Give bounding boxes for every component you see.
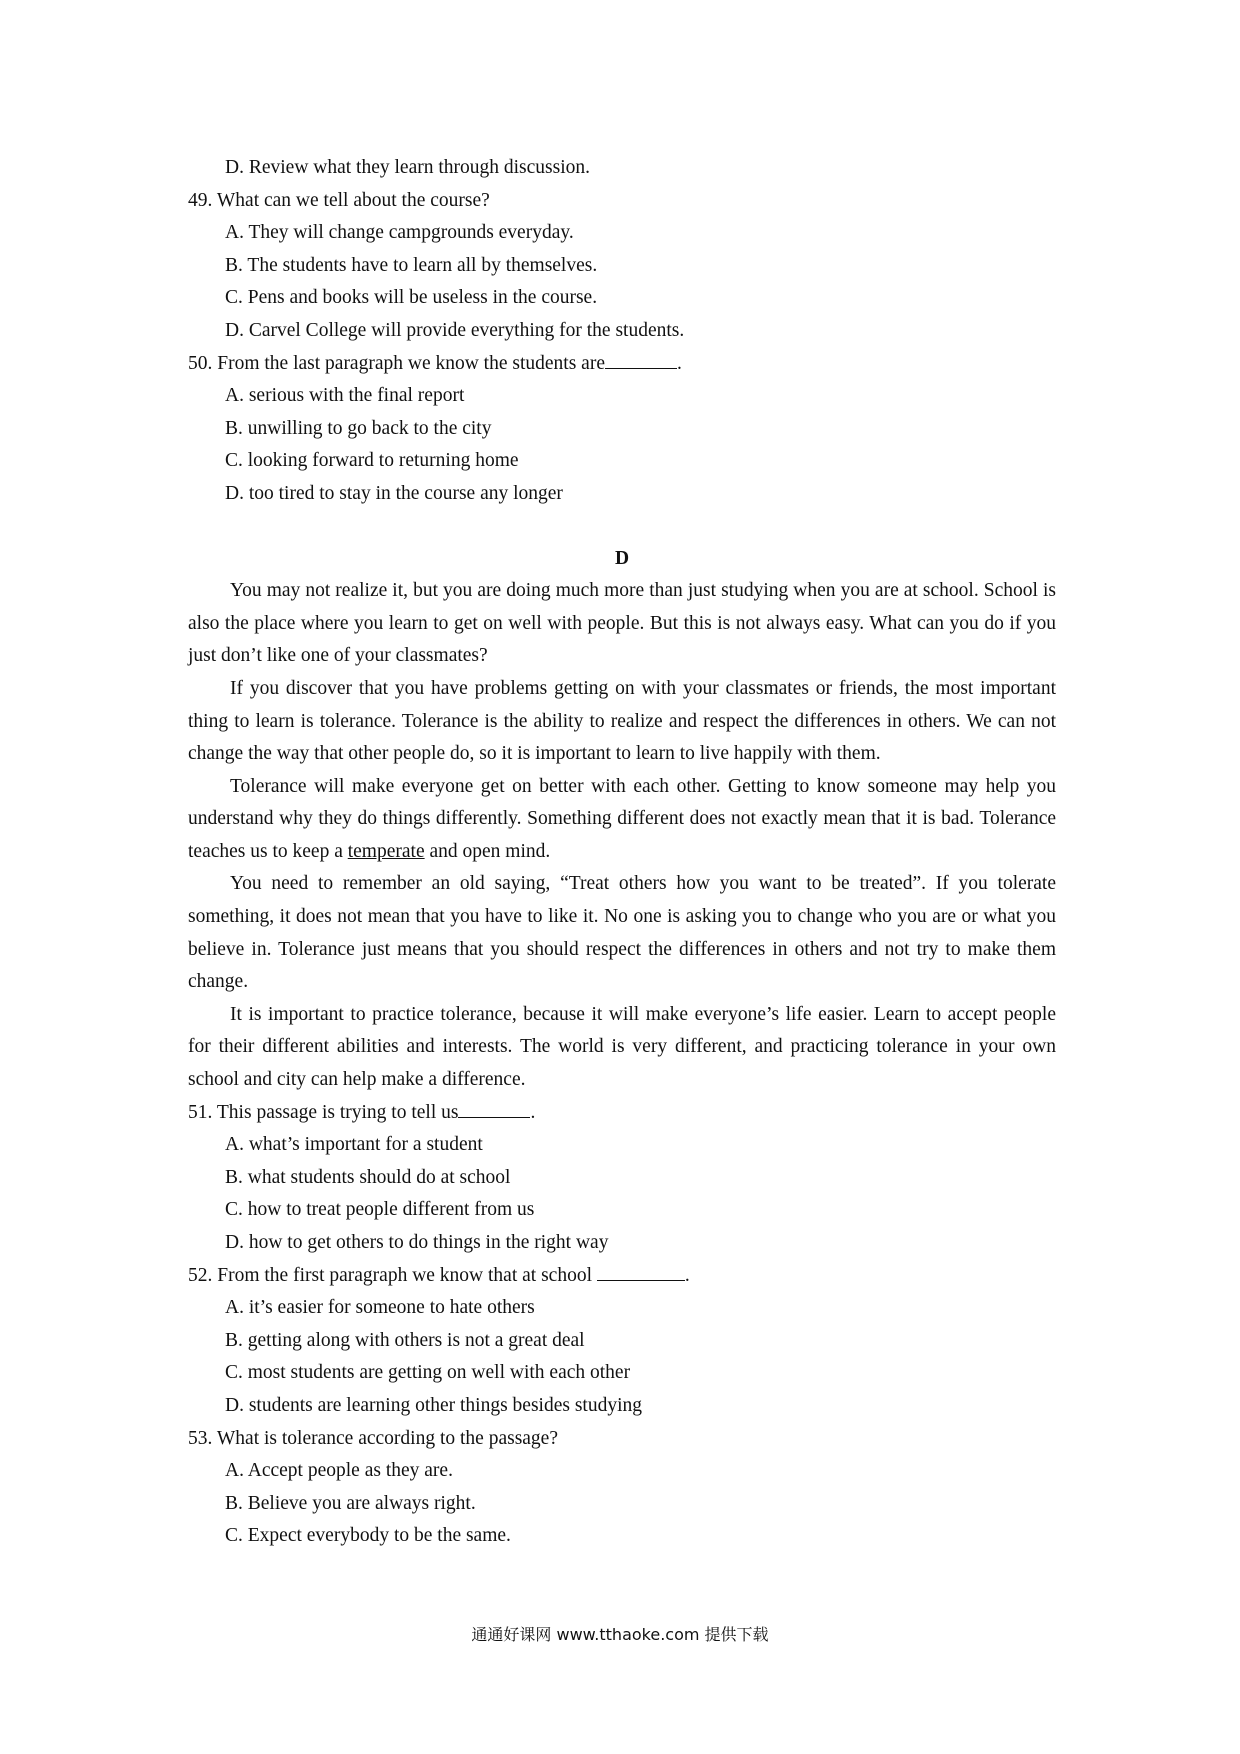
q51-option-d: D. how to get others to do things in the right way (225, 1232, 609, 1253)
q53-stem: 53. What is tolerance according to the passage? (188, 1427, 558, 1449)
passage-paragraph-3-end: and open mind. (424, 840, 551, 862)
q52-option-b: B. getting along with others is not a great deal (225, 1329, 585, 1351)
q52-stem: 52. From the first paragraph we know that at school (188, 1264, 597, 1286)
passage-paragraph-1: You may not realize it, but you are doing much more than just studying when you are at school. School is also the place where you learn to get on well with people. But this is not always easy. What can you do if you just don’t like one of your classmates? (188, 580, 1056, 667)
underlined-word: temperate (347, 840, 425, 862)
q51-stem: 51. This passage is trying to tell us (188, 1101, 459, 1123)
q53-option-b: B. Believe you are always right. (225, 1492, 476, 1514)
q50-stem-line (188, 348, 1056, 381)
q50-option-a: A. serious with the final report (225, 385, 465, 407)
section-title: D (614, 547, 630, 569)
passage-paragraph-3-start: Tolerance will make everyone get on better with each other. Getting to know someone may help you understand why they do things differently. Something different does not exactly mean that it is bad. Tolerance teaches us to keep a (188, 775, 1056, 862)
q51-option-b: B. what students should do at school (225, 1166, 511, 1188)
q50-answer-blank (605, 350, 677, 369)
passage-paragraph-4: You need to remember an old saying, “Treat others how you want to be treated”. If you tolerate something, it does not mean that you have to like it. No one is asking you to change who you are or what you believe in. Tolerance just means that you should respect the differences in others and not try to make them change. (188, 873, 1056, 993)
q49-option-a: A. They will change campgrounds everyday. (225, 222, 574, 244)
passage-paragraph-3 (188, 771, 1056, 869)
q52-answer-blank (597, 1262, 685, 1281)
passage-paragraph-2: If you discover that you have problems getting on with your classmates or friends, the most important thing to learn is tolerance. Tolerance is the ability to realize and respect the differences in others. We can not change the way that other people do, so it is important to learn to live happily with them. (188, 677, 1056, 765)
page-content (188, 152, 1056, 1553)
q52-stem-end: . (684, 1264, 690, 1286)
q53-option-c: C. Expect everybody to be the same. (225, 1525, 511, 1547)
q51-stem-line (188, 1097, 1056, 1130)
q51-option-a: A. what’s important for a student (225, 1134, 483, 1156)
q51-stem-end: . (530, 1101, 536, 1123)
q50-option-d: D. too tired to stay in the course any longer (225, 482, 563, 504)
q50-stem-end: . (676, 352, 682, 374)
q51-option-c: C. how to treat people different from us (225, 1199, 535, 1221)
q52-stem-line (188, 1260, 1056, 1293)
q49-option-b: B. The students have to learn all by themselves. (225, 254, 598, 276)
q52-option-a: A. it’s easier for someone to hate others (225, 1297, 535, 1319)
q50-option-b: B. unwilling to go back to the city (225, 417, 492, 439)
q53-option-a: A. Accept people as they are. (225, 1460, 453, 1482)
q49-option-c: C. Pens and books will be useless in the course. (225, 287, 598, 309)
q49-option-d: D. Carvel College will provide everything for the students. (225, 319, 685, 341)
q49-stem: 49. What can we tell about the course? (188, 189, 490, 211)
q52-option-d: D. students are learning other things besides studying (225, 1394, 643, 1416)
q50-option-c: C. looking forward to returning home (225, 450, 519, 472)
q50-stem: 50. From the last paragraph we know the students are (188, 352, 605, 374)
q48-option-d: D. Review what they learn through discussion. (225, 157, 591, 178)
q51-answer-blank (458, 1099, 530, 1118)
page-footer: 通通好课网 www.tthaoke.com 提供下载 (471, 1625, 769, 1644)
passage-paragraph-5: It is important to practice tolerance, because it will make everyone’s life easier. Learn to accept people for their different abilities and interests. The world is very different, and practicing tolerance in your own school and city can help make a difference. (188, 1003, 1056, 1091)
q52-option-c: C. most students are getting on well with each other (225, 1362, 631, 1384)
